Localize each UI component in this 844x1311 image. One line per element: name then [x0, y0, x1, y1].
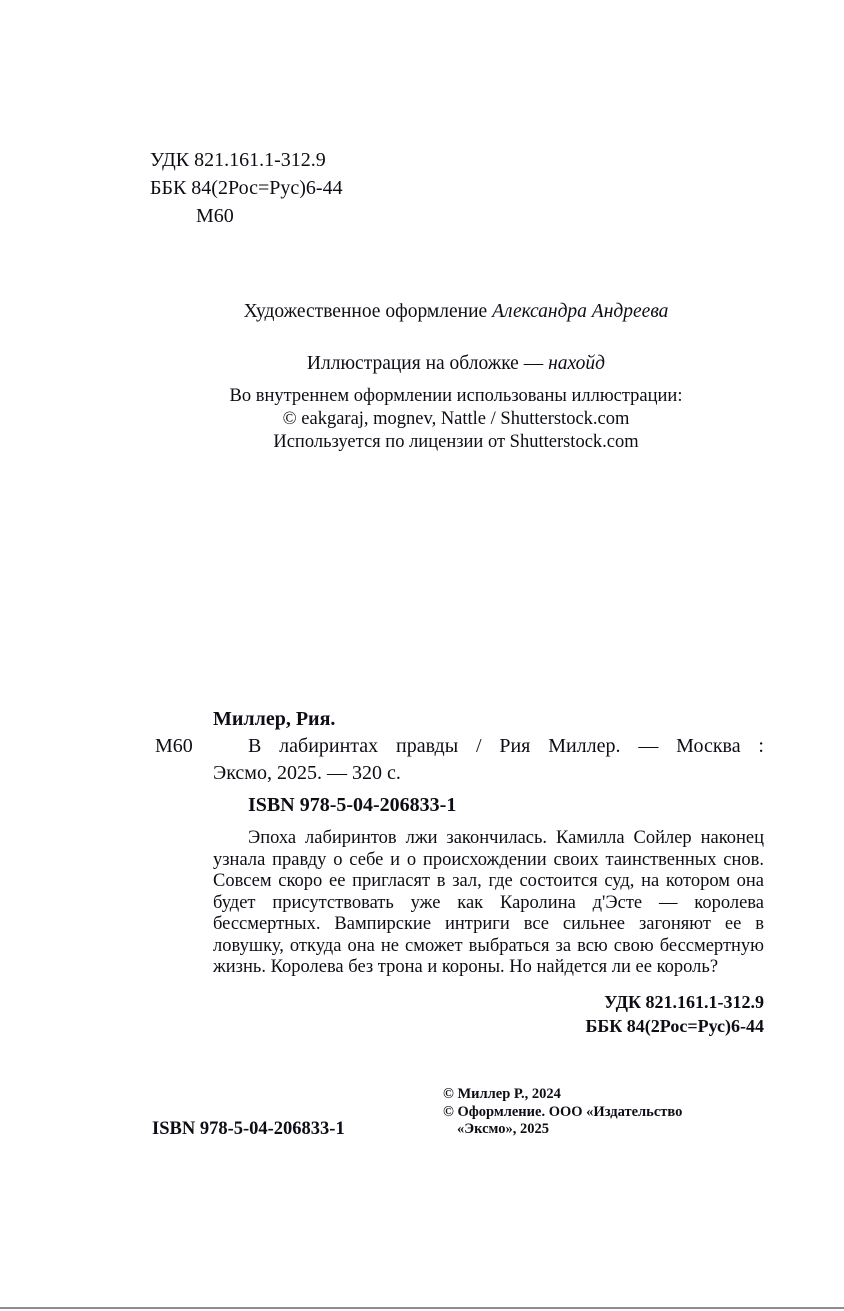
annotation-text: Эпоха лабиринтов лжи закончилась. Камилла Сойлер наконец узнала правду о себе и о происхождении своих таинственных снов. Совсем скоро ее пригласят в зал, где состоится суд, на котором она будет присутствовать уже как Каролина д'Эсте — королева бессмертных. Вампирские интриги все сильнее загоняют ее в ловушку, откуда она не сможет выбраться за всю свою бессмертную жизнь. Королева без трона и короны. Но найдется ли ее король?	[213, 828, 764, 977]
copyright-publisher-line1: © Оформление. ООО «Издательство	[443, 1103, 683, 1120]
copyright-author: © Миллер Р., 2024	[443, 1086, 561, 1102]
udk-code-top: УДК 821.161.1-312.9	[150, 149, 326, 171]
catalog-isbn: ISBN 978-5-04-206833-1	[248, 794, 457, 816]
catalog-entry-line2: Эксмо, 2025. — 320 с.	[213, 762, 401, 784]
catalog-entry-line1: В лабиринтах правды / Рия Миллер. — Москва :	[248, 735, 764, 757]
udk-code-bottom: УДК 821.161.1-312.9	[604, 991, 764, 1012]
illustrations-note: Во внутреннем оформлении использованы иллюстрации:	[229, 386, 683, 406]
author-sign-entry: М60	[155, 735, 193, 757]
cover-credit-line	[150, 353, 762, 375]
design-credit-name: Александра Андреева	[492, 300, 669, 322]
bbk-code-bottom: ББК 84(2Рос=Рус)6-44	[585, 1015, 764, 1036]
bbk-code-top: ББК 84(2Рос=Рус)6-44	[150, 177, 343, 199]
design-credit-line	[150, 301, 762, 323]
catalog-entry	[152, 733, 764, 787]
cover-credit-name: нахойд	[548, 352, 606, 374]
copyright-block	[443, 1086, 682, 1139]
classification-codes-top	[150, 146, 343, 230]
cover-credit-prefix: Иллюстрация на обложке —	[306, 352, 549, 374]
classification-codes-bottom	[152, 990, 764, 1038]
illustrations-license: Используется по лицензии от Shutterstock.com	[273, 432, 639, 452]
footer-isbn: ISBN 978-5-04-206833-1	[152, 1119, 345, 1139]
page-bottom-edge	[0, 1307, 844, 1309]
illustrations-note-block	[150, 385, 762, 454]
catalog-author: Миллер, Рия.	[213, 708, 336, 730]
author-sign-top: М60	[196, 205, 234, 227]
design-credit-prefix: Художественное оформление	[243, 300, 493, 322]
catalog-card	[152, 706, 764, 1038]
copyright-publisher-line2: «Эксмо», 2025	[457, 1121, 549, 1137]
illustrations-credit: © eakgaraj, mognev, Nattle / Shutterstock.com	[282, 409, 630, 429]
